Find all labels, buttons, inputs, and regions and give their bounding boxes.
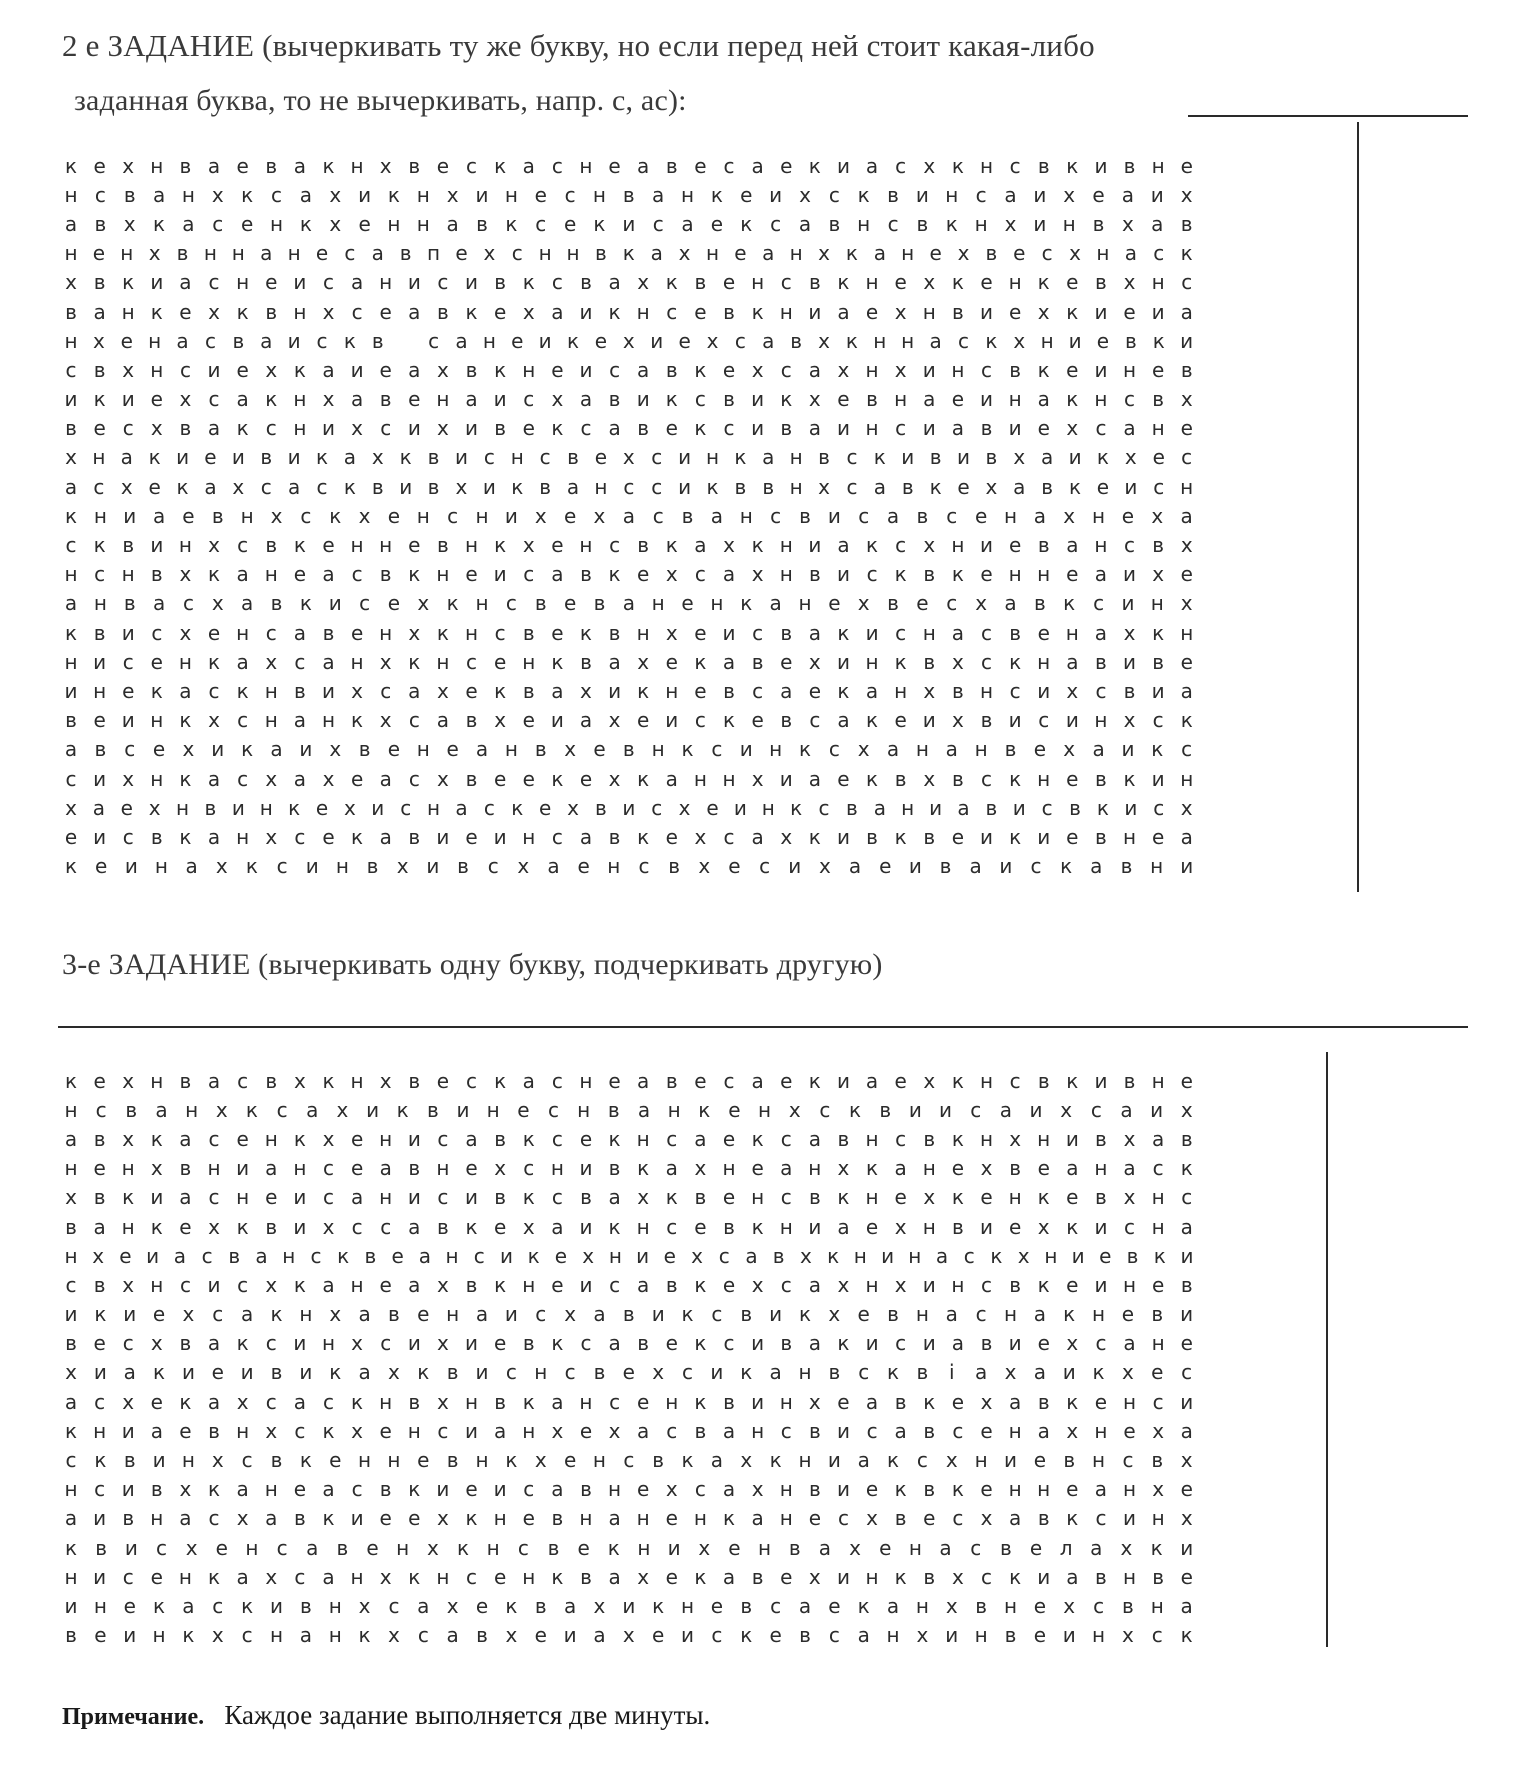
letter-row: и н е к а с к и в н х с а х е к в а х и к н е в с а е к а н х в н е х с в н а (64, 1593, 1193, 1618)
task3-top-rule (58, 1026, 1468, 1028)
task3-letter-grid (58, 1066, 1200, 1650)
letter-row: и н е к а с к н в и х с а х е к в а х и к н е в с а е к а н х в н с и х с в и а (64, 678, 1193, 703)
letter-row: и к и е х с а к н х а в е н а и с х а в и к c в и к х е в н а е и н а к н с в х (64, 387, 1193, 412)
task2-top-rule (1188, 115, 1468, 117)
letter-row: х и а к и е и в и к а х к в и с н с в е х с и к a н в с к в i а х а и к х е с (65, 1360, 1193, 1385)
letter-row: с к в и н х с в к е н н е в н к х е н с в к а х к н и а к с х н и е в а н с в х (65, 533, 1193, 558)
letter-row: н с н в х к а н е а с в к н е и с а в к е х с а х н в и с к в к е н н е а и х е (64, 562, 1193, 587)
letter-row: в а н к е х к в н х с е а в к е х а и к н с е в к н и а е х н в и е х к и е и а (65, 299, 1193, 324)
letter-row: в е и н к х с н а н к х с а в х е и а х е и с к е в с а к е и х в и с и н х с к (65, 708, 1193, 733)
letter-row: н х е н а с в а и с к в с а н е и к е х и е х с а в х к н н а с к х н и е в к и (64, 328, 1194, 353)
letter-row: х в к и а с н е и с а н и с и в к с в а х к в е н с в к н е х к е н к е в х н с (65, 1185, 1193, 1210)
letter-row: и к и е х с а к н х а в е н а и с х а в и к c в и к х е в н а с н а к н е в и (64, 1302, 1194, 1327)
letter-row: н и с е н к а х с а н х к н с е н к в а х е к а в е х и н к в х с к н а в и в е (64, 649, 1193, 674)
letter-row: а н в а с х а в к и с е х к н с в е в а н е н к а н е х в е с х а в к с и н х (64, 591, 1193, 616)
letter-row: а в х к а с е н к х е н н а в к с е к и с а е к с а в н с в к н х и н в х а в (64, 211, 1193, 236)
letter-row: к е и н а х к с и н в х и в с х а е н с в х е с и х а е и в а и с к а в н и (64, 854, 1194, 879)
letter-row: в е с х в а к с и н х с и х и е в к с а в е к с и в а к и с и а в и е х с а н е (65, 1331, 1193, 1356)
note (62, 1700, 710, 1731)
letter-row: а и в н а с х а в к и е е х к н е в н а н е н к а н е с х в е с х а в к с и н х (64, 1506, 1193, 1531)
letter-row: н е н х в н и а н с е а в н е х с н и в к а х н е а н х к а н е х в е а н а с к (64, 1156, 1193, 1181)
letter-row: н и с е н к а х с а н х к н с е н к в а х е к а в е х и н к в х с к и а в н в е (64, 1564, 1193, 1589)
task3-side-rule (1326, 1052, 1328, 1647)
letter-row: х в к и а с н е и с а н и с и в к с в а х к в е н с в к н е х к е н к е в х н с (65, 270, 1193, 295)
letter-row: а в с е х и к а и х в е н е а н в х е в н к с и н к с х а н а н в е х а и к с (64, 737, 1193, 762)
task2-title-line2: заданная буква, то не вычеркивать, напр. с, ас): (74, 84, 687, 117)
letter-row: в е и н к х с н а н к х с а в х е и а х е и с к е в с а н х и н в е и н х с к (65, 1623, 1193, 1648)
letter-row: к н и а е в н х с к х е н с и а н х е х а с в а н с в и с а в с е н а х н е х а (64, 1418, 1193, 1443)
letter-row: н х е и а с в а н с к в е а н с и к е х н и е х с а в х к н и н а с к х н и е в к и (64, 1243, 1194, 1268)
note-text: Каждое задание выполняется две минуты. (224, 1700, 711, 1730)
letter-row: к в и с х е н с а в е н х к н с в е к в н х е и с в а к и с н а с в е н а х к н (64, 620, 1194, 645)
letter-row: с в х н с и с х к а н е а х в к н е и с а в к е х с а х н х и н с в к е и н е в (65, 1272, 1193, 1297)
letter-row: х а е х н в и н к е х и с н а с к е х в и с х е и н к с в а н и а в и с в к и с х (65, 795, 1193, 820)
letter-row: к в и с х е н с а в е н х к н с в е к н и х е н в а х е н а с в е л а х к и (64, 1535, 1194, 1560)
task3-title: 3-е ЗАДАНИЕ (вычеркивать одну букву, подчеркивать другую) (62, 948, 883, 981)
letter-row: к е х н в а с в х к н х в е с к а с н е а в е с а е к и а е х к н с в к и в н е (64, 1068, 1193, 1093)
letter-row: в а н к е х к в и х с с а в к е х а и к н с е в к н и а е х н в и е х к и с н a (65, 1214, 1193, 1239)
letter-row: а в х к а с е н к х е н и с а в к с е к н с а е к с а в н с в к н х н и в х а в (64, 1126, 1193, 1151)
letter-row: х н а к и е и в и к а х к в и с н с в е х с и н к а н в с к и в и в х а и к х е с (65, 445, 1193, 470)
task2-side-rule (1357, 122, 1359, 892)
letter-row: с в х н с и е х к а и е а х в к н е и с а в к е х с а х н х и н с в к е и н е в (65, 357, 1193, 382)
letter-row: к е х н в а е в а к н х в е с к а с н е а в е с а е к и а с х к н с в к и в н е (64, 153, 1193, 178)
letter-row: с и х н к а с х а х е а с х в е е к е х к а н н х и а е к в х в с к н е в к и н (65, 766, 1194, 791)
note-label: Примечание. (62, 1704, 205, 1730)
task2-title-line1: 2 е ЗАДАНИЕ (вычеркивать ту же букву, но если перед ней стоит какая-либо (62, 28, 1095, 63)
letter-row: н с в а н х к с а х и к н х и н е с н в а н к е и х с к в и н с а и х е а и х (64, 182, 1193, 207)
letter-row: в е с х в а к с н и х с и х и в е к с а в е к с и в а и н с и а в и е х с а н е (65, 416, 1193, 441)
letter-row: а с х е к а х с а с к в и в х и к в а н с с и к в в н х с а в к е х а в к е и с н (64, 474, 1194, 499)
letter-row: н с в а н х к с а х и к в и н е с н в а н к е н х с к в и и с а и х с а и х (64, 1097, 1193, 1122)
letter-row: н с и в х к а н е а с в к и е и с а в н е х с а х н в и е к в к е н н е а н х е (64, 1477, 1193, 1502)
letter-row: е и с в к а н х с е к а в и е и н с а в к е х с а х к и в к в е и к и е в н е а (64, 824, 1193, 849)
letter-row: с к в и н х с в к е н н е в н к х е н с в к а х к н и а к с х н и е в н с в х (65, 1448, 1193, 1473)
letter-row: н е н х в н н а н е с а в п е х с н н в к а х н е а н х к а н е х в е с х н а с к (64, 241, 1193, 266)
letter-row: а с х е к а х с а с к н в х н в к а н с е н к в и н х е а в к е х а в к е н с и (64, 1389, 1194, 1414)
task2-letter-grid (58, 151, 1200, 881)
letter-row: к н и а е в н х с к х е н с н и х е х а с в а н с в и с а в с е н а х н е х а (64, 503, 1193, 528)
